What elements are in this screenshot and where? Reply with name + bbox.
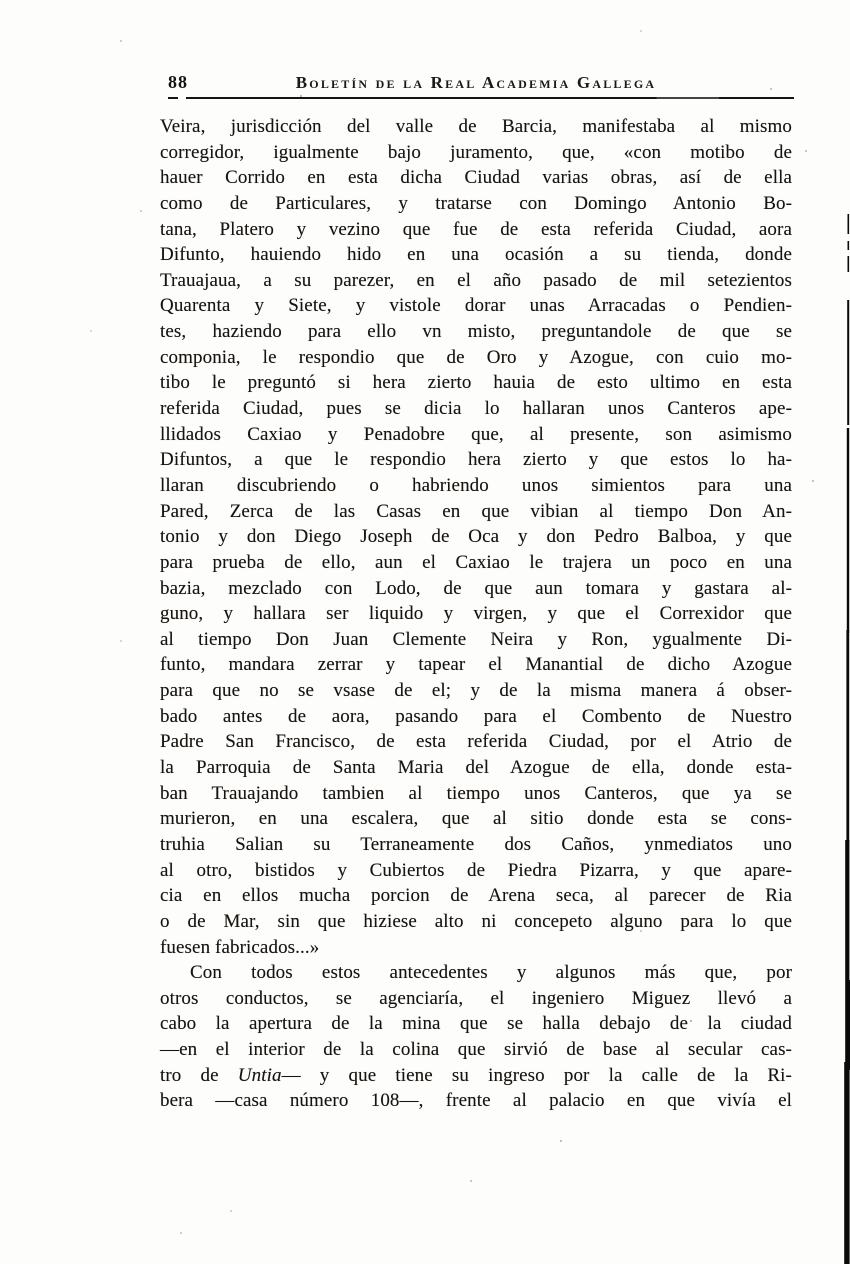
text-line: guno, y hallara ser liquido y virgen, y que el Correxidor que	[160, 603, 792, 625]
text-line: hauer Corrido en esta dicha Ciudad varias obras, así de ella	[160, 167, 792, 189]
page-header	[160, 72, 792, 96]
text-line: tana, Platero y vezino que fue de esta referida Ciudad, aora	[160, 218, 792, 240]
text-line: Veira, jurisdicción del valle de Barcia, manifestaba al mismo	[160, 116, 792, 137]
text-line: cabo la apertura de la mina que se halla debajo de la ciudad	[160, 1013, 792, 1035]
text-line: Difuntos, a que le respondio hera zierto y que estos lo ha-	[160, 449, 792, 471]
text-line: tes, haziendo para ello vn misto, preguntandole de que se	[160, 321, 792, 343]
text-line: funto, mandara zerrar y tapear el Manantial de dicho Azogue	[160, 654, 792, 676]
text-line: Quarenta y Siete, y vistole dorar unas Arracadas o Pendien-	[160, 295, 792, 317]
text-lines	[160, 114, 792, 1114]
text-line: llaran discubriendo o habriendo unos simientos para una	[160, 474, 792, 496]
text-line: Pared, Zerca de las Casas en que vibian al tiempo Don An-	[160, 500, 792, 522]
text-line: truhia Salian su Terraneamente dos Caños, ynmediatos uno	[160, 833, 792, 855]
scan-edge-artifact	[838, 0, 850, 1264]
text-line: bazia, mezclado con Lodo, de que aun tomara y gastara al-	[160, 577, 792, 599]
text-line: como de Particulares, y tratarse con Domingo Antonio Bo-	[160, 192, 792, 214]
text-line: murieron, en una escalera, que al sitio donde esta se cons-	[160, 808, 792, 830]
text-line: o de Mar, sin que hiziese alto ni concepeto alguno para lo que	[160, 910, 792, 932]
text-line: tonio y don Diego Joseph de Oca y don Pedro Balboa, y que	[160, 526, 792, 548]
text-line: llidados Caxiao y Penadobre que, al presente, son asimismo	[160, 423, 792, 445]
text-line: la Parroquia de Santa Maria del Azogue de ella, donde esta-	[160, 757, 792, 779]
text-line: tro de Untia— y que tiene su ingreso por la calle de la Ri-	[160, 1064, 792, 1086]
header-rule	[168, 97, 794, 99]
text-line: Con todos estos antecedentes y algunos más que, por	[190, 962, 792, 984]
text-line: Padre San Francisco, de esta referida Ciudad, por el Atrio de	[160, 731, 792, 753]
text-line: fuesen fabricados...»	[160, 936, 320, 958]
text-line: otros conductos, se agenciaría, el ingeniero Miguez llevó a	[160, 987, 792, 1009]
text-line: Difunto, hauiendo hido en una ocasión a su tienda, donde	[160, 244, 792, 266]
page-number: 88	[168, 72, 188, 92]
text-line: bera —casa número 108—, frente al palacio en que vivía el	[160, 1090, 792, 1112]
text-line: tibo le preguntó si hera zierto hauia de esto ultimo en esta	[160, 372, 792, 394]
text-line: al otro, bistidos y Cubiertos de Piedra Pizarra, y que apare-	[160, 859, 792, 881]
text-line: Trauajaua, a su parezer, en el año pasado de mil setezientos	[160, 269, 792, 291]
text-line: para prueba de ello, aun el Caxiao le trajera un poco en una	[160, 551, 792, 573]
text-line: para que no se vsase de el; y de la misma manera á obser-	[160, 680, 792, 702]
text-line: bado antes de aora, pasando para el Combento de Nuestro	[160, 705, 792, 727]
text-line: ban Trauajando tambien al tiempo unos Canteros, que ya se	[160, 782, 792, 804]
scan-noise-speckles	[0, 0, 2, 2]
text-line: referida Ciudad, pues se dicia lo hallaran unos Canteros ape-	[160, 398, 792, 420]
text-line: cia en ellos mucha porcion de Arena seca, al parecer de Ria	[160, 885, 792, 907]
text-line: al tiempo Don Juan Clemente Neira y Ron, ygualmente Di-	[160, 628, 792, 650]
text-line: corregidor, igualmente bajo juramento, que, «con motibo de	[160, 141, 792, 163]
text-line: —en el interior de la colina que sirvió de base al secular cas-	[160, 1039, 792, 1061]
text-line: componia, le respondio que de Oro y Azogue, con cuio mo-	[160, 346, 792, 368]
running-title: Boletín de la Real Academia Gallega	[295, 73, 657, 92]
